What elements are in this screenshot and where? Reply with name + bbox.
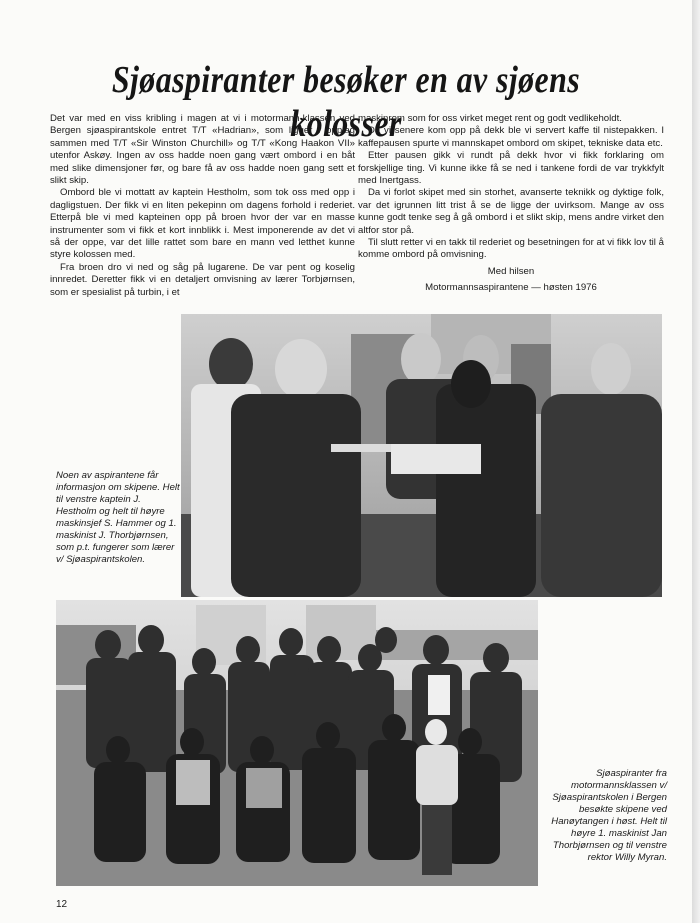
paragraph: Ombord ble vi mottatt av kaptein Hestholm, som tok oss med opp i dagligstuen. Der fikk vi en liten pekepinn om dagens forhold i rederiet. Etterpå ble vi med kapteinen opp på broen hvor der var en masse instrumenter som vi fikk et kort innblikk i. Mest imponerende av det vi så der oppe, var det lille rattet som bare en mann ved letthet kunne styre kolossen med. bbox=[50, 187, 355, 261]
paragraph: Da vi forlot skipet med sin storhet, avanserte teknikk og dyktige folk, var det igrunnen litt trist å se de ligge der uvirksom. Mange av oss kunne godt tenke seg å gå ombord i et slikt skip, mens andre virket den altfor stor på. bbox=[358, 187, 664, 236]
paragraph: Etter pausen gikk vi rundt på dekk hvor vi fikk forklaring om forskjellige ting. Vi kunne ikke få se ned i tankene fordi de var trykkfylt med Inertgass. bbox=[358, 150, 664, 187]
photo2-caption: Sjøaspiranter fra motormannsklassen v/ Sjøaspirantskolen i Bergen besøkte skipene ved Hanøytangen i høst. Helt til høyre 1. maskinist Jan Thorbjørnsen og til venstre rektor Willy Myran. bbox=[551, 768, 667, 863]
signature: Motormannsaspirantene — høsten 1976 bbox=[425, 282, 597, 294]
paragraph: Det var med en viss kribling i magen at vi i motormann-klassen ved Bergen sjøaspirantskole entret T/T «Hadrian», som ligger i opplag sammen med T/T «Sir Winston Churchill» og T/T «Kong Haakon VII» utenfor Askøy. Ingen av oss hadde noen gang vært ombord i en båt med slike dimensjoner før, og bare få av oss hadde noen gang sett et slikt skip. bbox=[50, 113, 355, 187]
page-number: 12 bbox=[56, 899, 68, 910]
paragraph: maskinrom som for oss virket meget rent og godt vedlikeholdt. bbox=[358, 113, 622, 124]
greeting: Med hilsen bbox=[487, 265, 535, 277]
signature-block bbox=[358, 266, 664, 295]
paragraph: Til slutt retter vi en takk til rederiet og besetningen for at vi fikk lov til å komme ombord på omvisning. bbox=[358, 237, 664, 261]
article-title: Sjøaspiranter besøker en av sjøens kolosser bbox=[111, 59, 581, 145]
paragraph: Fra broen dro vi ned og såg på lugarene. De var pent og koselig innredet. Deretter fikk vi en detaljert omvisning av lærer Torbjørnsen, som er spesialist på turbin, i et bbox=[50, 261, 355, 298]
deck-briefing-photo bbox=[181, 314, 662, 597]
photo1-caption: Noen av aspirantene får informasjon om skipene. Helt til venstre kaptein J. Hestholm og helt til høyre maskinsjef S. Hammer og 1. maskinist J. Thorbjørnsen, som p.t. fungerer som lærer v/ Sjøaspirantskolen. bbox=[56, 470, 180, 565]
text-column-left bbox=[50, 113, 355, 299]
text-column-right bbox=[358, 113, 664, 295]
paragraph: Da vi senere kom opp på dekk ble vi servert kaffe til nistepakken. I kaffepausen spurte vi mannskapet ombord om skipet, tekniske data etc. bbox=[358, 125, 664, 149]
page-edge bbox=[692, 0, 700, 923]
group-portrait-photo bbox=[56, 600, 538, 886]
